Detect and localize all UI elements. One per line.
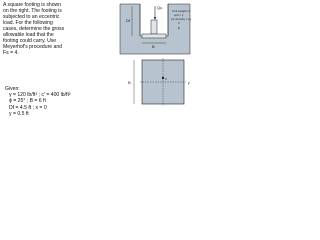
load-arrow-head xyxy=(154,17,156,20)
soil-label: (or density = ρ) xyxy=(171,17,192,21)
given-line: Df = 4.5 ft ; x = 0 xyxy=(9,104,47,111)
problem-line: Meyerhof's procedure and xyxy=(3,44,63,50)
footing-base xyxy=(142,34,166,38)
problem-line: A square footing is shown xyxy=(3,2,62,8)
problem-line: Fs = 4. xyxy=(3,50,19,56)
soil-label: soil = γ xyxy=(174,13,184,17)
df-label: Df xyxy=(126,18,130,23)
y-label: y xyxy=(188,81,190,85)
problem-line: subjected to an eccentric xyxy=(3,14,60,20)
problem-line: cases, determine the gross xyxy=(3,26,65,32)
given-line: ϕ = 25° ; B = 6 ft xyxy=(9,98,46,105)
footing-column xyxy=(151,20,157,34)
q-label: Qu xyxy=(157,5,163,10)
x-label: x xyxy=(165,77,167,81)
given-line: γ = 120 lb/ft³ ; c' = 400 lb/ft² xyxy=(9,92,71,99)
load-point xyxy=(162,77,164,79)
soil-label: Unit weight of xyxy=(172,9,191,13)
b-label: B xyxy=(152,44,155,49)
given-line: y = 0.5 ft xyxy=(9,110,29,117)
soil-label: ϕ' xyxy=(178,26,181,30)
problem-line: footing could carry. Use xyxy=(3,38,57,44)
problem-line: load. For the following xyxy=(3,20,53,26)
given-heading: Given: xyxy=(5,86,20,92)
problem-line: allowable load that the xyxy=(3,32,54,38)
given-block xyxy=(5,86,120,117)
problem-line: on the right. The footing is xyxy=(3,8,62,14)
b-label-plan: B xyxy=(128,80,131,85)
soil-label: c' xyxy=(178,21,181,25)
footing-figure xyxy=(118,0,200,133)
problem-statement xyxy=(3,2,131,56)
